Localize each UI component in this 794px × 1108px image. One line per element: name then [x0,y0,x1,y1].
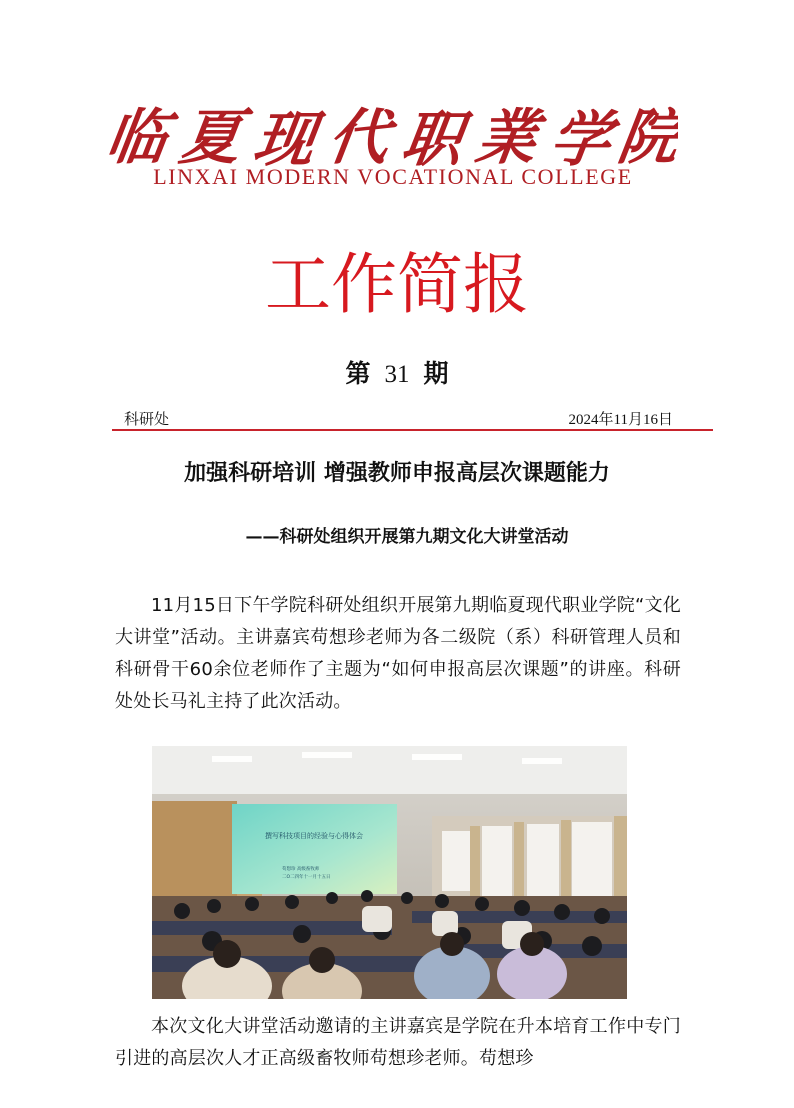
svg-text:临: 临 [108,102,172,168]
issue-suffix: 期 [423,359,449,388]
header-divider [112,429,713,431]
svg-text:代: 代 [323,102,394,168]
lecture-photo-art [152,746,627,999]
svg-text:院: 院 [613,102,678,168]
college-logo-art [108,100,678,168]
svg-text:职: 职 [397,104,468,168]
issue-number-line [0,354,794,390]
svg-text:夏: 夏 [175,102,246,168]
article-paragraph-2: 本次文化大讲堂活动邀请的主讲嘉宾是学院在升本培育工作中专门引进的高层次人才正高级畜牧师苟想珍老师。苟想珍 [115,1016,681,1069]
department-label: 科研处 [124,410,170,428]
screen-date: 二O二四年十一月十五日 [282,875,331,880]
article-subheadline: ——科研处组织开展第九期文化大讲堂活动 [245,527,569,547]
report-title: 工作简报 [265,246,529,323]
article-paragraph-1: 11月15日下午学院科研处组织开展第九期临夏现代职业学院“文化大讲堂”活动。主讲嘉宾苟想珍老师为各二级院（系）科研管理人员和科研骨干60余位老师作了主题为“如何申报高层次课题”的讲座。科研处处长马礼主持了此次活动。 [115,595,681,712]
article-headline: 加强科研培训 增强教师申报高层次课题能力 [184,461,610,486]
svg-text:業: 業 [471,102,542,168]
svg-text:现: 现 [249,104,320,168]
svg-text:学: 学 [545,104,616,168]
screen-speaker: 苟想珍 高级畜牧师 [282,867,320,872]
lecture-photo [152,746,627,999]
college-name-english: LINXAI MODERN VOCATIONAL COLLEGE [153,164,633,189]
college-logo-calligraphy [108,100,678,168]
report-date: 2024年11月16日 [568,412,673,428]
issue-number: 31 [384,361,410,388]
screen-title: 撰写科技项目的经验与心得体会 [265,832,363,840]
issue-prefix: 第 [345,359,371,388]
